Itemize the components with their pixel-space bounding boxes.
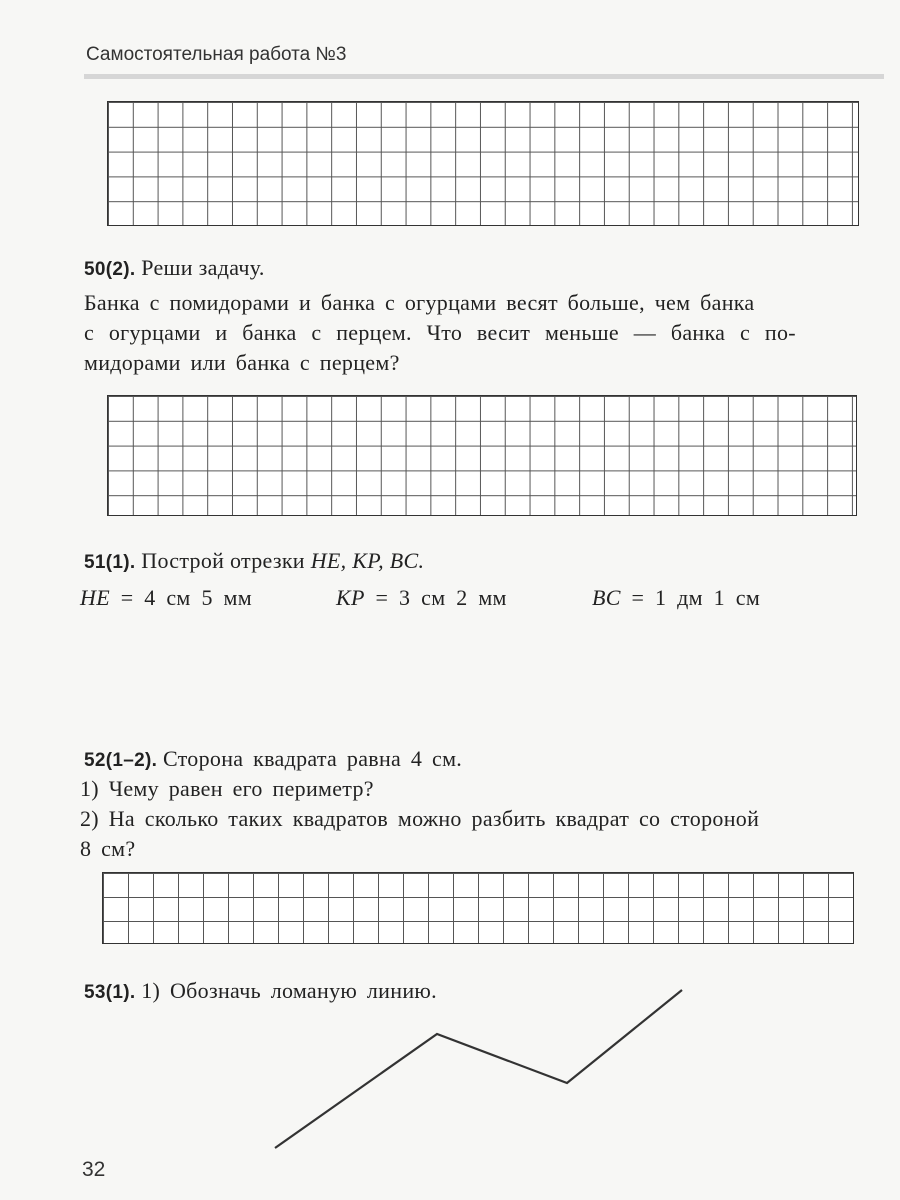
task-50-number: 50(2).: [84, 259, 136, 280]
task-52-question-2b: 8 см?: [80, 836, 136, 861]
broken-line: [275, 990, 682, 1148]
task-53-instruction: 1) Обозначь ломаную линию.: [141, 978, 437, 1003]
task-52-instruction: Сторона квадрата равна 4 см.: [162, 746, 463, 771]
task-50-line-1: Банка с помидорами и банка с огурцами весят больше, чем банка: [84, 290, 755, 315]
task-50-instruction: Реши задачу.: [141, 255, 265, 280]
segment-kp-label: KP,: [352, 548, 384, 573]
task-51-number: 51(1).: [84, 552, 136, 573]
task-50-line-3: мидорами или банка с перцем?: [84, 350, 400, 375]
task-52-number: 52(1–2).: [84, 750, 158, 771]
measure-kp-name: KP: [336, 585, 365, 610]
segment-he-label: HE,: [310, 548, 347, 573]
measure-bc-name: BC: [592, 585, 621, 610]
task-53-number: 53(1).: [84, 982, 136, 1003]
measure-kp-value: = 3 см 2 мм: [375, 585, 507, 610]
task-52-question-1: 1) Чему равен его периметр?: [80, 776, 374, 801]
task-51-instruction: Построй отрезки: [141, 548, 305, 573]
task-52-question-2a: 2) На сколько таких квадратов можно разбить квадрат со стороной: [80, 806, 760, 831]
measure-he-value: = 4 см 5 мм: [120, 585, 252, 610]
measure-bc-value: = 1 дм 1 см: [631, 585, 761, 610]
page-number: 32: [82, 1158, 106, 1181]
measure-he-name: HE: [80, 585, 110, 610]
page-header-title: Самостоятельная работа №3: [86, 44, 347, 65]
task-50-line-2: с огурцами и банка с перцем. Что весит меньше — банка с по-: [84, 320, 796, 345]
segment-bc-label: BC.: [389, 548, 425, 573]
